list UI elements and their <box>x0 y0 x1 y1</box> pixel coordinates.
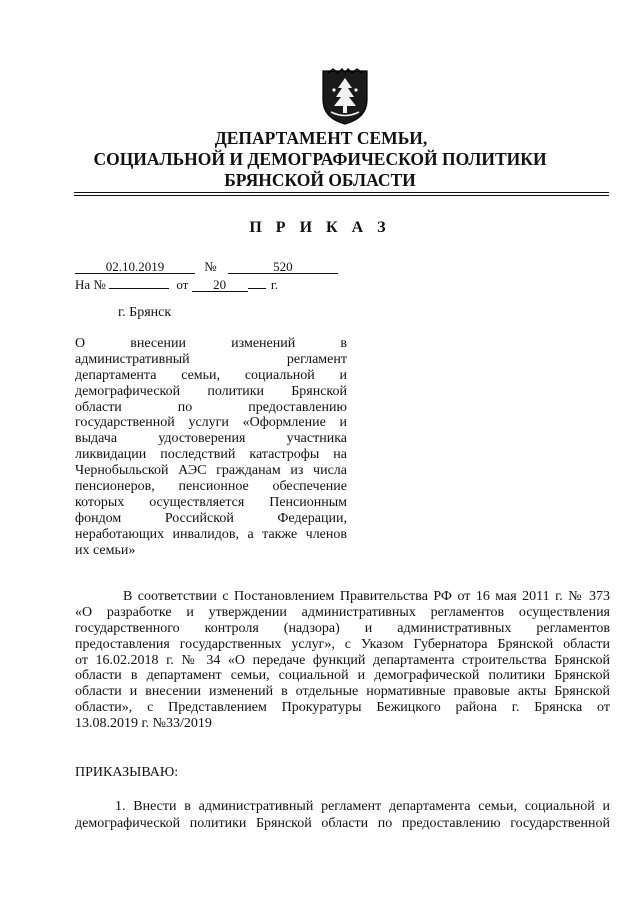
reply-reference-line <box>75 274 278 292</box>
preamble-line: «О разработке и утверждении административных регламентов осуществления <box>75 604 610 620</box>
coat-of-arms-emblem <box>320 68 370 126</box>
number-sign: № <box>204 259 217 274</box>
header-line-1: ДЕПАРТАМЕНТ СЕМЬИ, <box>214 128 428 148</box>
orders-heading: ПРИКАЗЫВАЮ: <box>75 765 179 780</box>
document-type-title: П Р И К А З <box>249 219 391 236</box>
header-line-2: СОЦИАЛЬНОЙ И ДЕМОГРАФИЧЕСКОЙ ПОЛИТИКИ <box>93 149 547 169</box>
preamble-line: предоставления государственных услуг», с Указом Губернатора Брянской области <box>75 636 610 652</box>
subject-line: пенсионеров, пенсионное обеспечение <box>75 479 347 495</box>
item-line: 1. Внести в административный регламент департамента семьи, социальной и <box>115 799 610 814</box>
department-header <box>0 128 640 191</box>
reply-from-label: от <box>176 277 189 292</box>
order-subject <box>75 336 347 558</box>
city-name: г. Брянск <box>118 305 172 320</box>
preamble-line: 13.08.2019 г. №33/2019 <box>75 716 212 732</box>
subject-line: выдача удостоверения участника <box>75 431 347 447</box>
reply-year-blank <box>248 274 266 289</box>
reply-year-suffix: г. <box>270 277 278 292</box>
header-rule-thick <box>74 192 609 193</box>
header-line-3: БРЯНСКОЙ ОБЛАСТИ <box>224 170 416 190</box>
subject-line: Чернобыльской АЭС гражданам из числа <box>75 463 347 479</box>
subject-line: ликвидации последствий катастрофы на <box>75 447 347 463</box>
order-item-1 <box>75 798 610 832</box>
subject-line: департамента семьи, социальной и <box>75 367 347 383</box>
preamble-paragraph <box>75 589 610 732</box>
subject-line: административный регламент <box>75 351 347 367</box>
registration-line <box>75 259 338 274</box>
subject-line: государственной услуги «Оформление и <box>75 415 347 431</box>
reply-year: 20 <box>192 277 248 292</box>
header-rule-thin <box>74 195 609 196</box>
subject-line: О внесении изменений в <box>75 336 347 351</box>
preamble-line: от 16.02.2018 г. № 34 «О передаче функций департамента строительства Брянской <box>75 652 610 668</box>
subject-line: их семьи» <box>75 542 136 558</box>
item-line: демографической политики Брянской области по предоставлению государственной <box>75 816 610 831</box>
registration-number: 520 <box>228 259 338 274</box>
subject-line: которых осуществляется Пенсионным <box>75 494 347 510</box>
preamble-line: области и внесении изменений в отдельные нормативные правовые акты Брянской <box>75 684 610 700</box>
preamble-line: В соответствии с Постановлением Правительства РФ от 16 мая 2011 г. № 373 <box>123 589 610 604</box>
subject-line: неработающих инвалидов, а также членов <box>75 526 347 542</box>
reply-number-blank <box>109 274 169 289</box>
subject-line: фондом Российской Федерации, <box>75 510 347 526</box>
preamble-line: области в департамент семьи, социальной и демографической политики Брянской <box>75 668 610 684</box>
registration-date: 02.10.2019 <box>75 259 195 274</box>
subject-line: области по предоставлению <box>75 399 347 415</box>
subject-line: демографической политики Брянской <box>75 383 347 399</box>
reply-prefix: На № <box>75 277 106 292</box>
preamble-line: государственного контроля (надзора) и административных регламентов <box>75 620 610 636</box>
preamble-line: области», с Представлением Прокуратуры Бежицкого района г. Брянска от <box>75 700 610 716</box>
